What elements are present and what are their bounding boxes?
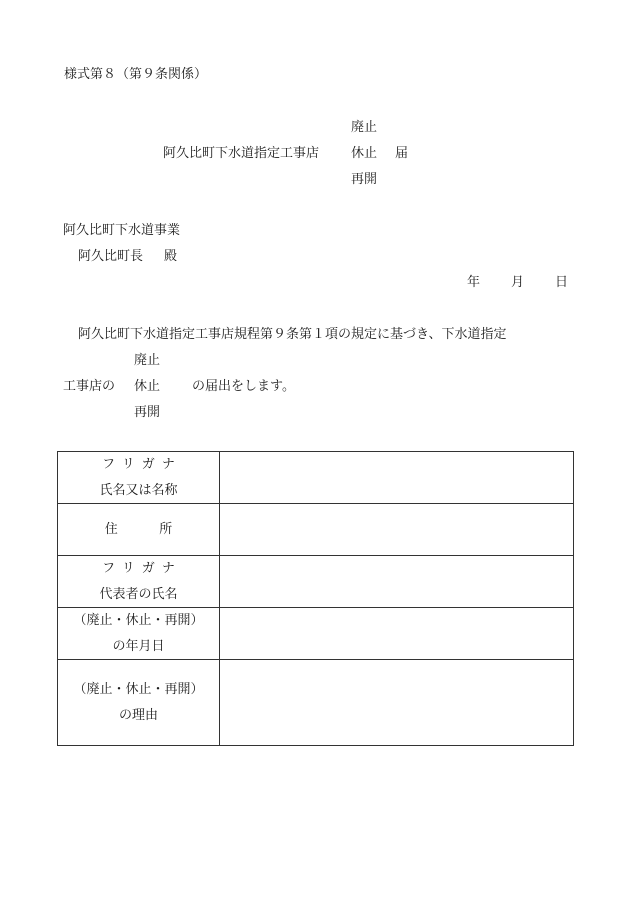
value-name-field[interactable] bbox=[220, 452, 574, 504]
application-table bbox=[57, 451, 574, 746]
body-line1: 阿久比町下水道指定工事店規程第９条第１項の規定に基づき、下水道指定 bbox=[78, 327, 507, 342]
date-month: 月 bbox=[511, 275, 525, 290]
row-label-name bbox=[58, 452, 220, 504]
table-row bbox=[58, 660, 574, 746]
label-name-or-company: 氏名又は名称 bbox=[99, 482, 178, 498]
addressee-org: 阿久比町下水道事業 bbox=[63, 223, 181, 238]
label-furigana: フリガナ bbox=[102, 456, 183, 472]
body-option-resume: 再開 bbox=[134, 405, 161, 420]
value-address-field[interactable] bbox=[220, 504, 574, 556]
label-status-options: （廃止・休止・再開） bbox=[73, 681, 204, 697]
label-status-options: （廃止・休止・再開） bbox=[73, 612, 204, 628]
title-option-resume: 再開 bbox=[351, 172, 378, 187]
label-reason: の理由 bbox=[118, 707, 158, 723]
table-row bbox=[58, 556, 574, 608]
table-row bbox=[58, 452, 574, 504]
row-label-address bbox=[58, 504, 220, 556]
label-address: 住所 bbox=[104, 521, 214, 537]
body-line2-suffix: の届出をします。 bbox=[192, 379, 295, 394]
value-representative-field[interactable] bbox=[220, 556, 574, 608]
title-option-suspend: 休止 bbox=[351, 146, 378, 161]
body-line2-prefix: 工事店の bbox=[63, 379, 116, 394]
row-label-reason bbox=[58, 660, 220, 746]
value-date-field[interactable] bbox=[220, 608, 574, 660]
form-number: 様式第８（第９条関係） bbox=[64, 67, 208, 82]
table-row bbox=[58, 608, 574, 660]
date-year: 年 bbox=[467, 275, 481, 290]
date-day: 日 bbox=[555, 275, 569, 290]
row-label-representative bbox=[58, 556, 220, 608]
title-option-abolish: 廃止 bbox=[351, 120, 378, 135]
label-date: の年月日 bbox=[112, 638, 165, 654]
label-furigana: フリガナ bbox=[102, 560, 183, 576]
label-representative-name: 代表者の氏名 bbox=[99, 586, 178, 602]
body-option-suspend: 休止 bbox=[134, 379, 161, 394]
value-reason-field[interactable] bbox=[220, 660, 574, 746]
table-row bbox=[58, 504, 574, 556]
body-option-abolish: 廃止 bbox=[134, 353, 161, 368]
title-suffix: 届 bbox=[395, 146, 409, 161]
addressee-honorific: 殿 bbox=[164, 249, 178, 264]
addressee-name: 阿久比町長 bbox=[78, 249, 144, 264]
row-label-date bbox=[58, 608, 220, 660]
title-prefix: 阿久比町下水道指定工事店 bbox=[163, 146, 320, 161]
